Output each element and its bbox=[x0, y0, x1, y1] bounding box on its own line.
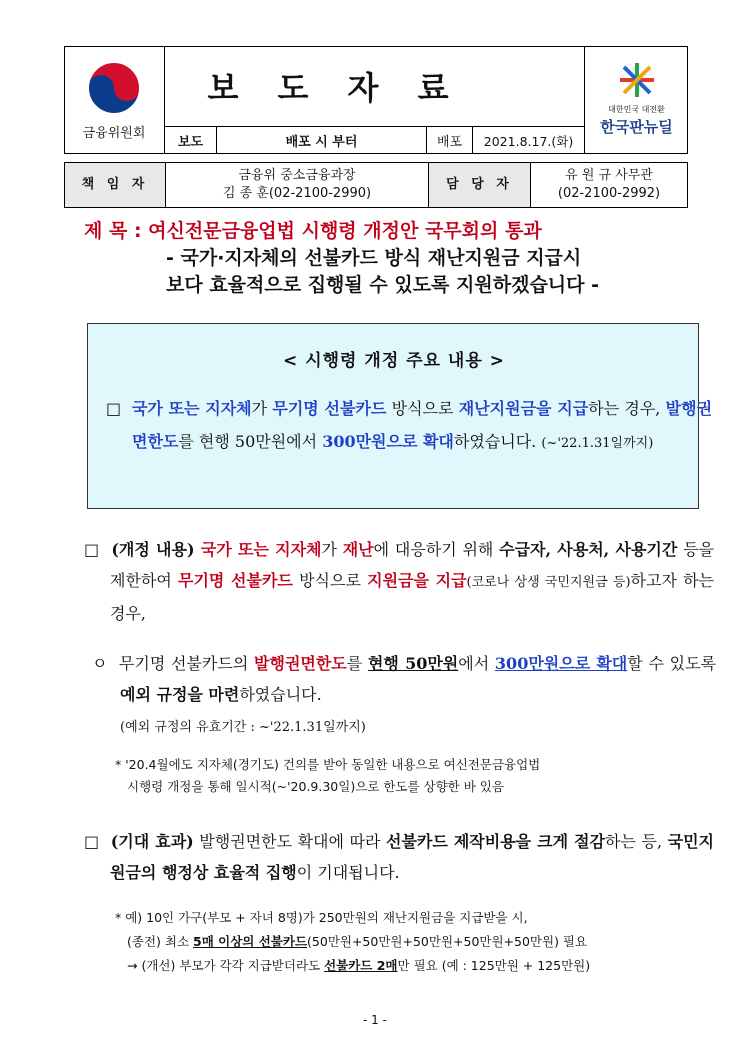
summary-box bbox=[87, 323, 713, 509]
para-text: 현행 50만원 bbox=[367, 654, 459, 673]
fsc-emblem-icon bbox=[84, 58, 144, 118]
page-title: 보 도 자 료 bbox=[207, 69, 463, 107]
footnote-line: 시행령 개정을 통해 일시적(~'20.9.30일)으로 한도를 상향한 바 있음 bbox=[127, 779, 504, 794]
para-text: 지원금을 지급 bbox=[367, 571, 467, 590]
fsc-logo-cell bbox=[64, 46, 165, 154]
footnote-text: (50만원+50만원+50만원+50만원+50만원) 필요 bbox=[307, 934, 588, 949]
para-text: 하고자 하는 경우, bbox=[110, 571, 715, 623]
para-text: 하였습니다. bbox=[239, 685, 322, 704]
para-text: 방식으로 bbox=[292, 571, 368, 590]
contact-phone: (02-2100-2992) bbox=[557, 186, 661, 201]
footnote-history bbox=[115, 754, 688, 798]
summary-text: 하는 경우, bbox=[588, 399, 666, 418]
footnote-text: 선불카드 2매 bbox=[324, 958, 398, 973]
summary-text: 를 현행 50만원에서 bbox=[178, 432, 323, 451]
paragraph-bullet: □ bbox=[84, 832, 100, 851]
para-text: 에서 bbox=[458, 654, 495, 673]
footnote-line bbox=[115, 930, 688, 954]
summary-body bbox=[106, 392, 712, 460]
para-text: 무기명 선불카드의 bbox=[118, 654, 255, 673]
report-value: 배포 시 부터 bbox=[217, 127, 427, 154]
contact-label: 담 당 자 bbox=[429, 163, 531, 207]
summary-text: 발행권면한도 bbox=[132, 399, 713, 451]
para-text: 300만원으로 확대 bbox=[494, 654, 628, 673]
para-text: 하는 등, bbox=[605, 832, 668, 851]
paragraph-bullet: □ bbox=[84, 540, 100, 559]
summary-text: 재난지원금을 지급 bbox=[458, 399, 589, 418]
para-text: (개정 내용) bbox=[111, 540, 195, 559]
para-text: 이 기대됩니다. bbox=[296, 863, 400, 882]
para-text: 를 bbox=[346, 654, 368, 673]
para-text: 발행권면한도 bbox=[254, 654, 347, 673]
contact-info bbox=[531, 163, 687, 207]
new-deal-title: 한국판뉴딜 bbox=[600, 118, 673, 136]
para-text: 등을 제한하여 bbox=[110, 540, 715, 590]
summary-text: 300만원으로 확대 bbox=[322, 432, 454, 451]
new-deal-subtitle: 대한민국 대전환 bbox=[608, 105, 665, 114]
para-text: 발행권면한도 확대에 따라 bbox=[193, 832, 386, 851]
para-text: 가 bbox=[321, 540, 343, 559]
org-name: 금융위원회 bbox=[82, 126, 146, 141]
responsible-name-phone: 김 종 훈(02-2100-2990) bbox=[222, 186, 372, 201]
para-text: 수급자, 사용처, 사용기간 bbox=[499, 540, 678, 559]
para-text: 재난 bbox=[342, 540, 374, 559]
responsible-label: 책 임 자 bbox=[65, 163, 166, 207]
footnote-text: (종전) 최소 bbox=[127, 934, 194, 949]
release-label: 배포 bbox=[427, 127, 473, 154]
para-text: 할 수 있도록 bbox=[627, 654, 717, 673]
effect-paragraph bbox=[84, 826, 714, 888]
responsible-table bbox=[64, 162, 688, 208]
para-text: (기대 효과) bbox=[110, 832, 194, 851]
footnote-line: * '20.4월에도 지자체(경기도) 건의를 받아 동일한 내용으로 여신전문금융업법 bbox=[115, 757, 541, 772]
footnote-text: 만 필요 (예 : 125만원 + 125만원) bbox=[397, 958, 591, 973]
summary-text: 방식으로 bbox=[386, 399, 459, 418]
exception-period: (예외 규정의 유효기간 : ~'22.1.31일까지) bbox=[120, 720, 366, 735]
release-date: 2021.8.17.(화) bbox=[483, 133, 574, 149]
report-label: 보도 bbox=[165, 127, 217, 154]
summary-period: (~'22.1.31일까지) bbox=[541, 436, 654, 451]
responsible-info bbox=[166, 163, 429, 207]
summary-text: 가 bbox=[251, 399, 273, 418]
new-deal-star-icon bbox=[617, 60, 657, 100]
paragraph-bullet: ㅇ bbox=[92, 654, 108, 673]
summary-text: 무기명 선불카드 bbox=[272, 399, 387, 418]
contact-name: 유 원 규 사무관 bbox=[565, 168, 653, 183]
para-text: 예외 규정을 마련 bbox=[120, 685, 240, 704]
para-text: 에 대응하기 위해 bbox=[373, 540, 500, 559]
responsible-dept: 금융위 중소금융과장 bbox=[238, 168, 356, 183]
para-text: 선불카드 제작비용을 크게 절감 bbox=[385, 832, 606, 851]
footnote-line bbox=[115, 954, 688, 978]
footnote-text: → (개선) 부모가 각각 지급받더라도 bbox=[127, 958, 325, 973]
para-text: 무기명 선불카드 bbox=[178, 571, 293, 590]
release-info-row bbox=[165, 126, 584, 154]
footnote-line: * 예) 10인 가구(부모 + 자녀 8명)가 250만원의 재난지원금을 지급받을 시, bbox=[115, 910, 528, 925]
new-deal-logo-cell bbox=[584, 46, 688, 154]
summary-title: < 시행령 개정 주요 내용 > bbox=[283, 351, 505, 371]
subject-line-2: - 국가·지자체의 선불카드 방식 재난지원금 지급시 bbox=[166, 247, 582, 269]
para-text: 국가 또는 지자체 bbox=[194, 540, 322, 559]
summary-text: 국가 또는 지자체 bbox=[131, 399, 252, 418]
summary-text: 하였습니다. bbox=[453, 432, 542, 451]
para-text: (코로나 상생 국민지원금 등) bbox=[466, 575, 631, 590]
page-number: - 1 - bbox=[363, 1013, 387, 1027]
subject-line-3: 보다 효율적으로 집행될 수 있도록 지원하겠습니다 - bbox=[166, 274, 600, 296]
summary-bullet: □ bbox=[106, 399, 122, 418]
footnote-example bbox=[115, 906, 688, 978]
subject-block bbox=[84, 218, 704, 299]
subject-line-1: 제 목 : 여신전문금융업법 시행령 개정안 국무회의 통과 bbox=[84, 220, 542, 242]
para-text: 국민지원금의 행정상 효율적 집행 bbox=[110, 832, 714, 882]
limit-paragraph bbox=[92, 648, 716, 743]
footnote-text: 5매 이상의 선불카드 bbox=[193, 934, 308, 949]
revision-paragraph bbox=[84, 534, 714, 629]
